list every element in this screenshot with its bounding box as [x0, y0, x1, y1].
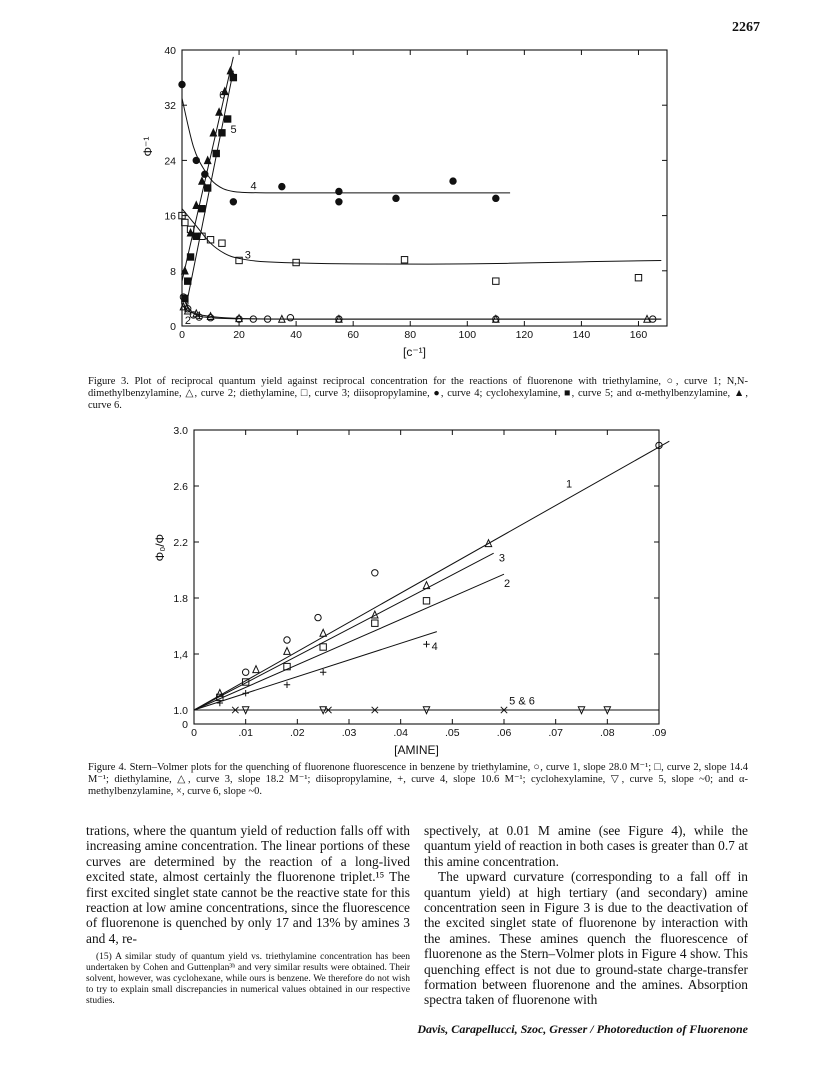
series-5-point [219, 130, 225, 136]
y-tick-label: 0 [182, 719, 188, 731]
y-tick-label: 8 [170, 265, 176, 278]
series-3-point [182, 219, 188, 225]
series-4-point [393, 195, 399, 201]
x-tick-label: .09 [651, 727, 667, 739]
footnote-15: (15) A similar study of quantum yield vs. triethylamine concentration has been undertaken by Cohen and Guttenplan³ᵇ and very similar results were obtained. Their solvent, however, was cyclohexane, while ours is benzene. We therefore do not wish to try to explain small discrepancies in numerical values obtained in our respective studies. [86, 952, 410, 1007]
curve-label-1: 1 [196, 310, 203, 323]
series-5-point [224, 116, 230, 122]
series-4-point [423, 641, 429, 647]
curve-label-2: 2 [184, 314, 191, 327]
series-4 [179, 81, 510, 205]
running-footer: Davis, Carapellucci, Szoc, Gresser / Photoreduction of Fluorenone [417, 1022, 748, 1036]
figure-4-caption [88, 762, 748, 798]
y-axis-label: Φ₀/Φ [153, 533, 167, 562]
series-4-point [279, 183, 285, 189]
series-6-point [227, 67, 233, 74]
figure-4-caption-label: Figure 4. [88, 762, 127, 773]
x-tick-label: 60 [347, 329, 360, 341]
curve-label-6: 6 [219, 89, 226, 102]
series-2-point [320, 644, 326, 650]
series-3-point [219, 240, 225, 246]
series-4-point [230, 199, 236, 205]
x-tick-label: .03 [341, 727, 357, 739]
x-tick-label: 0 [191, 727, 197, 739]
series-3-line [182, 209, 661, 264]
curve-label-4: 4 [250, 180, 257, 193]
series-2-point [423, 598, 429, 604]
series-1-line [194, 441, 669, 710]
x-tick-label: 40 [290, 329, 302, 341]
y-tick-label: 0 [170, 321, 176, 333]
series-3-point [253, 666, 259, 673]
series-3-point [401, 257, 407, 263]
series-4-point [284, 682, 290, 688]
series-5 [182, 71, 237, 313]
x-tick-label: 140 [572, 329, 591, 341]
y-tick-label: 16 [164, 210, 176, 223]
series-3-point [635, 275, 641, 281]
figure-3-caption-label: Figure 3. [88, 376, 129, 387]
series-1-point [242, 669, 248, 675]
x-tick-label: .08 [600, 727, 615, 739]
series-2 [194, 574, 504, 710]
x-axis-label: [AMINE] [394, 743, 439, 757]
y-tick-label: 40 [164, 45, 176, 57]
series-6 [182, 57, 234, 281]
series-3-point [284, 648, 290, 655]
x-tick-label: .05 [445, 727, 460, 739]
right-paragraph-2: The upward curvature (corresponding to a fall off in quantum yield) at high tertiary (and secondary) amine concentration seen in Figure 3 is due to the deactivation of the excited singlet state of fluorenone by interaction with the amines. These amines quench the fluorescence of fluorenone as the Stern–Volmer plots in Figure 4 show. This quenching effect is not due to ground-state charge-transfer formation between fluorenone and the amines. Absorption spectra taken of fluorenone with [424, 869, 748, 1008]
page-number: 2267 [732, 20, 760, 35]
y-tick-label: 2.2 [173, 537, 188, 549]
series-1-point [287, 315, 293, 321]
x-tick-label: .04 [393, 727, 408, 739]
right-column [424, 823, 748, 1008]
figure-3-chart [0, 0, 823, 370]
curve-label-3: 3 [244, 249, 251, 262]
y-tick-label: 24 [164, 155, 176, 168]
x-tick-label: 80 [404, 329, 417, 341]
series-4-point [450, 178, 456, 184]
x-tick-label: 100 [458, 329, 477, 341]
series-4-point [242, 690, 248, 696]
y-axis-label: Φ⁻¹ [141, 136, 155, 157]
series-3-point [320, 629, 326, 636]
series-2-line [182, 305, 661, 319]
y-tick-label: 2.6 [173, 481, 188, 493]
series-1 [194, 441, 669, 710]
curve-label-3: 3 [498, 552, 505, 565]
figure-4-caption-text: Stern–Volmer plots for the quenching of fluorenone fluorescence in benzene by triethylamine, ○, curve 1, slope 28.0 M⁻¹; □, curve 2, slope 14.4 M⁻¹; diethylamine, △, curve 3, slope 18.2 M⁻¹; diisopropylamine, +, curve 4, slope 10.6 M⁻¹; cyclohexylamine, ▽, curve 5, slope ~0; and α-methylbenzylamine, ×, curve 6, slope ~0. [88, 762, 749, 797]
curve-label-5: 5 [230, 123, 237, 136]
x-tick-label: .01 [238, 727, 253, 739]
curve-label-1: 1 [566, 478, 573, 491]
series-6-point [199, 177, 205, 184]
series-1-point [284, 637, 290, 643]
series-4-line [194, 632, 437, 710]
y-tick-label: 1,4 [173, 649, 188, 661]
series-4-point [193, 157, 199, 163]
x-tick-label: .07 [548, 727, 563, 739]
y-tick-label: 3.0 [173, 425, 188, 437]
series-2-line [194, 574, 504, 710]
series-5-point [213, 150, 219, 156]
series-4-point [336, 199, 342, 205]
series-3-line [194, 553, 494, 710]
x-tick-label: .06 [496, 727, 512, 739]
figure-4-chart [0, 415, 823, 755]
series-6 [194, 707, 659, 713]
series-5-point [182, 295, 188, 301]
x-axis-label: [c⁻¹] [403, 345, 426, 359]
series-5-point [204, 185, 210, 191]
x-tick-label: .02 [290, 727, 305, 739]
y-tick-label: 32 [164, 100, 176, 113]
x-tick-label: 160 [629, 329, 648, 341]
series-1-point [372, 570, 378, 576]
series-4-point [336, 188, 342, 194]
series-3-point [207, 237, 213, 243]
series-4-point [493, 195, 499, 201]
curve-label-2: 2 [504, 577, 511, 590]
x-tick-label: 120 [515, 329, 534, 341]
series-3-point [423, 582, 429, 589]
series-1-point [315, 614, 321, 620]
series-4-point [320, 669, 326, 675]
series-3 [179, 209, 661, 285]
series-1 [180, 294, 661, 322]
series-5-point [185, 278, 191, 284]
series-3-point [493, 278, 499, 284]
y-tick-label: 1.8 [173, 593, 188, 605]
left-paragraph: trations, where the quantum yield of reduction falls off with increasing amine concentration. The linear portions of these curves are determined by the reaction of a long-lived excited state, almost certainly the fluorenone triplet.¹⁵ The first excited singlet state cannot be the reactive state for this reaction at low amine concentrations, since the fluorescence of fluorenone is quenched by only 17 and 13% by amines 3 and 4, re- [86, 823, 410, 946]
curve-annotation: 5 & 6 [509, 695, 535, 708]
figure-3-caption-text: Plot of reciprocal quantum yield against reciprocal concentration for the reactions of fluorenone with triethylamine, ○, curve 1; N,N-dimethylbenzylamine, △, curve 2; diethylamine, □, curve 3; diisopropylamine, ●, curve 4; cyclohexylamine, ■, curve 5; and α-methylbenzylamine, ▲, curve 6. [88, 376, 748, 411]
x-tick-label: 0 [179, 329, 185, 341]
series-4 [194, 632, 437, 710]
y-tick-label: 1.0 [173, 705, 188, 717]
series-2-point [372, 620, 378, 626]
x-tick-label: 20 [233, 329, 245, 341]
right-paragraph-1: spectively, at 0.01 M amine (see Figure 4), while the quantum yield of reaction in both cases is greater than 0.7 at this amine concentration. [424, 823, 748, 869]
series-4-line [182, 98, 510, 193]
curve-label-4: 4 [431, 640, 438, 653]
figure-3-caption [88, 376, 748, 412]
left-column [86, 823, 410, 1007]
series-4-point [179, 81, 185, 87]
series-2 [180, 303, 661, 322]
series-5-point [230, 74, 236, 80]
